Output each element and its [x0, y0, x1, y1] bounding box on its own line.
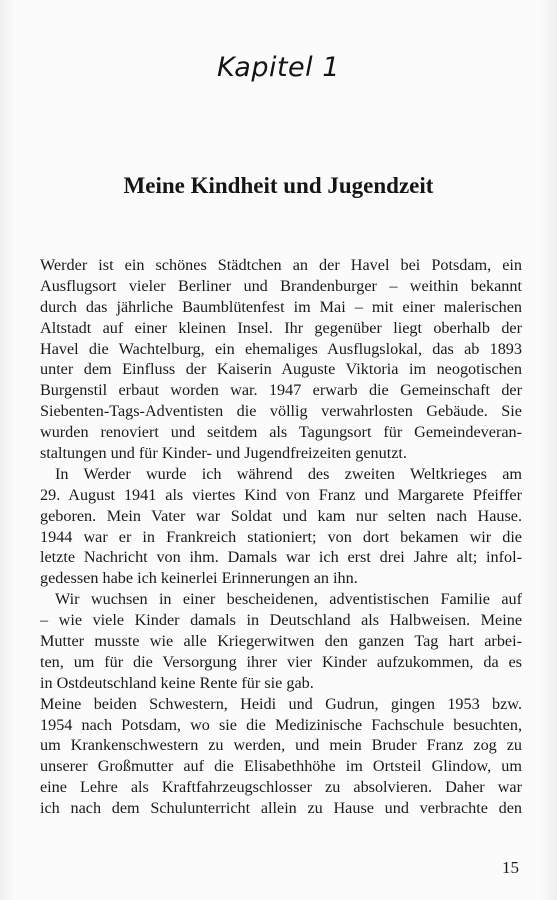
text-line: wurden renoviert und seitdem als Tagungsort für Gemeindeveran- — [40, 423, 522, 442]
text-line: um Krankenschwestern zu werden, und mein Bruder Franz zog zu — [40, 736, 522, 755]
text-line: Siebenten-Tags-Adventisten die völlig verwahrlosten Gebäude. Sie — [40, 402, 522, 421]
text-line: – wie viele Kinder damals in Deutschland als Halbweisen. Meine — [40, 611, 522, 630]
text-line: Mutter musste wie alle Kriegerwitwen den ganzen Tag hart arbei- — [40, 632, 522, 651]
text-line: gedessen habe ich keinerlei Erinnerungen an ihn. — [40, 569, 358, 588]
text-line: staltungen und für Kinder- und Jugendfreizeiten genutzt. — [40, 444, 407, 463]
text-line: unserer Großmutter auf die Elisabethhöhe im Ortsteil Glindow, um — [40, 757, 522, 776]
text-line: 29. August 1941 als viertes Kind von Franz und Margarete Pfeiffer — [40, 485, 522, 504]
text-line: Meine beiden Schwestern, Heidi und Gudrun, gingen 1953 bzw. — [40, 694, 522, 713]
text-line: Burgenstil erbaut worden war. 1947 erwarb die Gemeinschaft der — [40, 381, 522, 400]
page-number: 15 — [502, 858, 519, 877]
body-text — [40, 255, 522, 819]
text-line: unter dem Einfluss der Kaiserin Auguste Viktoria im neogotischen — [40, 360, 522, 379]
text-line: ich nach dem Schulunterricht allein zu Hause und verbrachte den — [40, 799, 522, 818]
text-line: Altstadt auf einer kleinen Insel. Ihr gegenüber liegt oberhalb der — [40, 318, 522, 337]
text-line: in Ostdeutschland keine Rente für sie gab. — [40, 673, 314, 692]
text-line: Havel die Wachtelburg, ein ehemaliges Ausflugslokal, das ab 1893 — [40, 339, 522, 358]
text-line: 1954 nach Potsdam, wo sie die Medizinische Fachschule besuchten, — [40, 715, 522, 734]
chapter-title: Meine Kindheit und Jugendzeit — [123, 173, 434, 198]
text-line: In Werder wurde ich während des zweiten Weltkrieges am — [55, 464, 522, 483]
text-line: Wir wuchsen in einer bescheidenen, adventistischen Familie auf — [55, 590, 522, 609]
text-line: durch das jährliche Baumblütenfest im Mai – mit einer malerischen — [40, 297, 522, 316]
text-line: ten, um für die Versorgung ihrer vier Kinder aufzukommen, da es — [40, 652, 522, 671]
text-line: letzte Nachricht von ihm. Damals war ich erst drei Jahre alt; infol- — [40, 548, 522, 567]
text-line: 1944 war er in Frankreich stationiert; von dort bekamen wir die — [40, 527, 522, 546]
text-line: Ausflugsort vieler Berliner und Brandenburger – weithin bekannt — [40, 276, 522, 295]
chapter-label: Kapitel 1 — [217, 52, 340, 83]
text-line: Werder ist ein schönes Städtchen an der Havel bei Potsdam, ein — [40, 256, 522, 274]
text-line: eine Lehre als Kraftfahrzeugschlosser zu absolvieren. Daher war — [40, 778, 522, 797]
text-line: geboren. Mein Vater war Soldat und kam nur selten nach Hause. — [40, 506, 522, 525]
